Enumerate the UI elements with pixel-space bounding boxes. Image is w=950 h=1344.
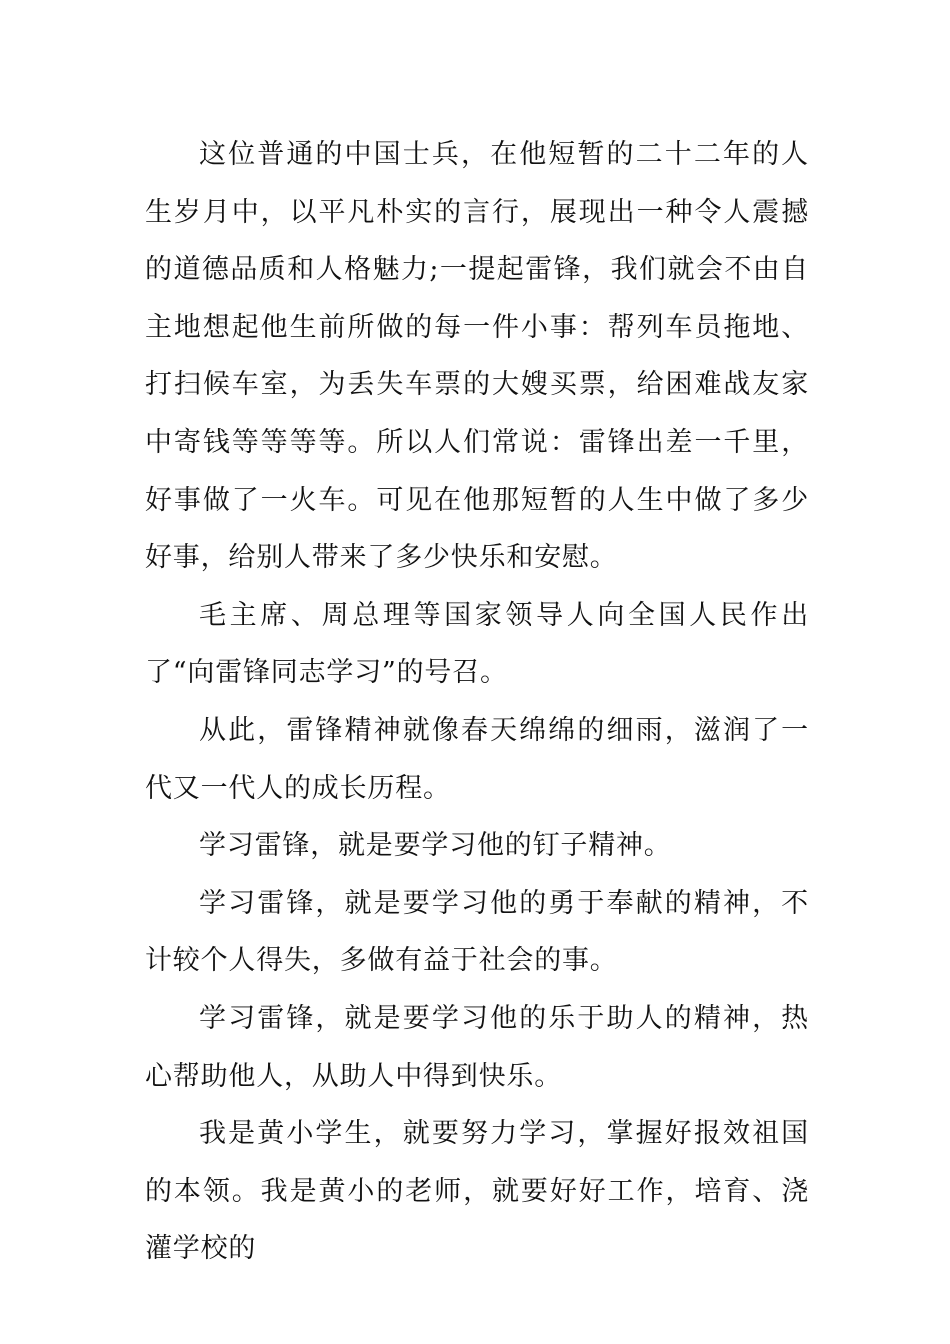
document-body	[145, 126, 809, 1278]
paragraph-helping-spirit: 学习雷锋，就是要学习他的乐于助人的精神，热心帮助他人，从助人中得到快乐。	[145, 1002, 809, 1092]
paragraph-nail-spirit: 学习雷锋，就是要学习他的钉子精神。	[199, 830, 672, 862]
paragraph-dedication-spirit: 学习雷锋，就是要学习他的勇于奉献的精神，不计较个人得失，多做有益于社会的事。	[145, 887, 809, 977]
paragraph-student-teacher: 我是黄小学生，就要努力学习，掌握好报效祖国的本领。我是黄小的老师，就要好好工作，培育、浇灌学校的	[145, 1118, 809, 1265]
paragraph-mao-call: 毛主席、周总理等国家领导人向全国人民作出了“向雷锋同志学习”的号召。	[145, 599, 809, 689]
paragraph-lei-feng-life: 这位普通的中国士兵，在他短暂的二十二年的人生岁月中，以平凡朴实的言行，展现出一种令人震撼的道德品质和人格魅力;一提起雷锋，我们就会不由自主地想起他生前所做的每一件小事：帮列车员拖地、打扫候车室，为丢失车票的大嫂买票，给困难战友家中寄钱等等等等。所以人们常说：雷锋出差一千里，好事做了一火车。可见在他那短暂的人生中做了多少好事，给别人带来了多少快乐和安慰。	[145, 139, 809, 574]
paragraph-spirit-rain: 从此，雷锋精神就像春天绵绵的细雨，滋润了一代又一代人的成长历程。	[145, 714, 809, 804]
